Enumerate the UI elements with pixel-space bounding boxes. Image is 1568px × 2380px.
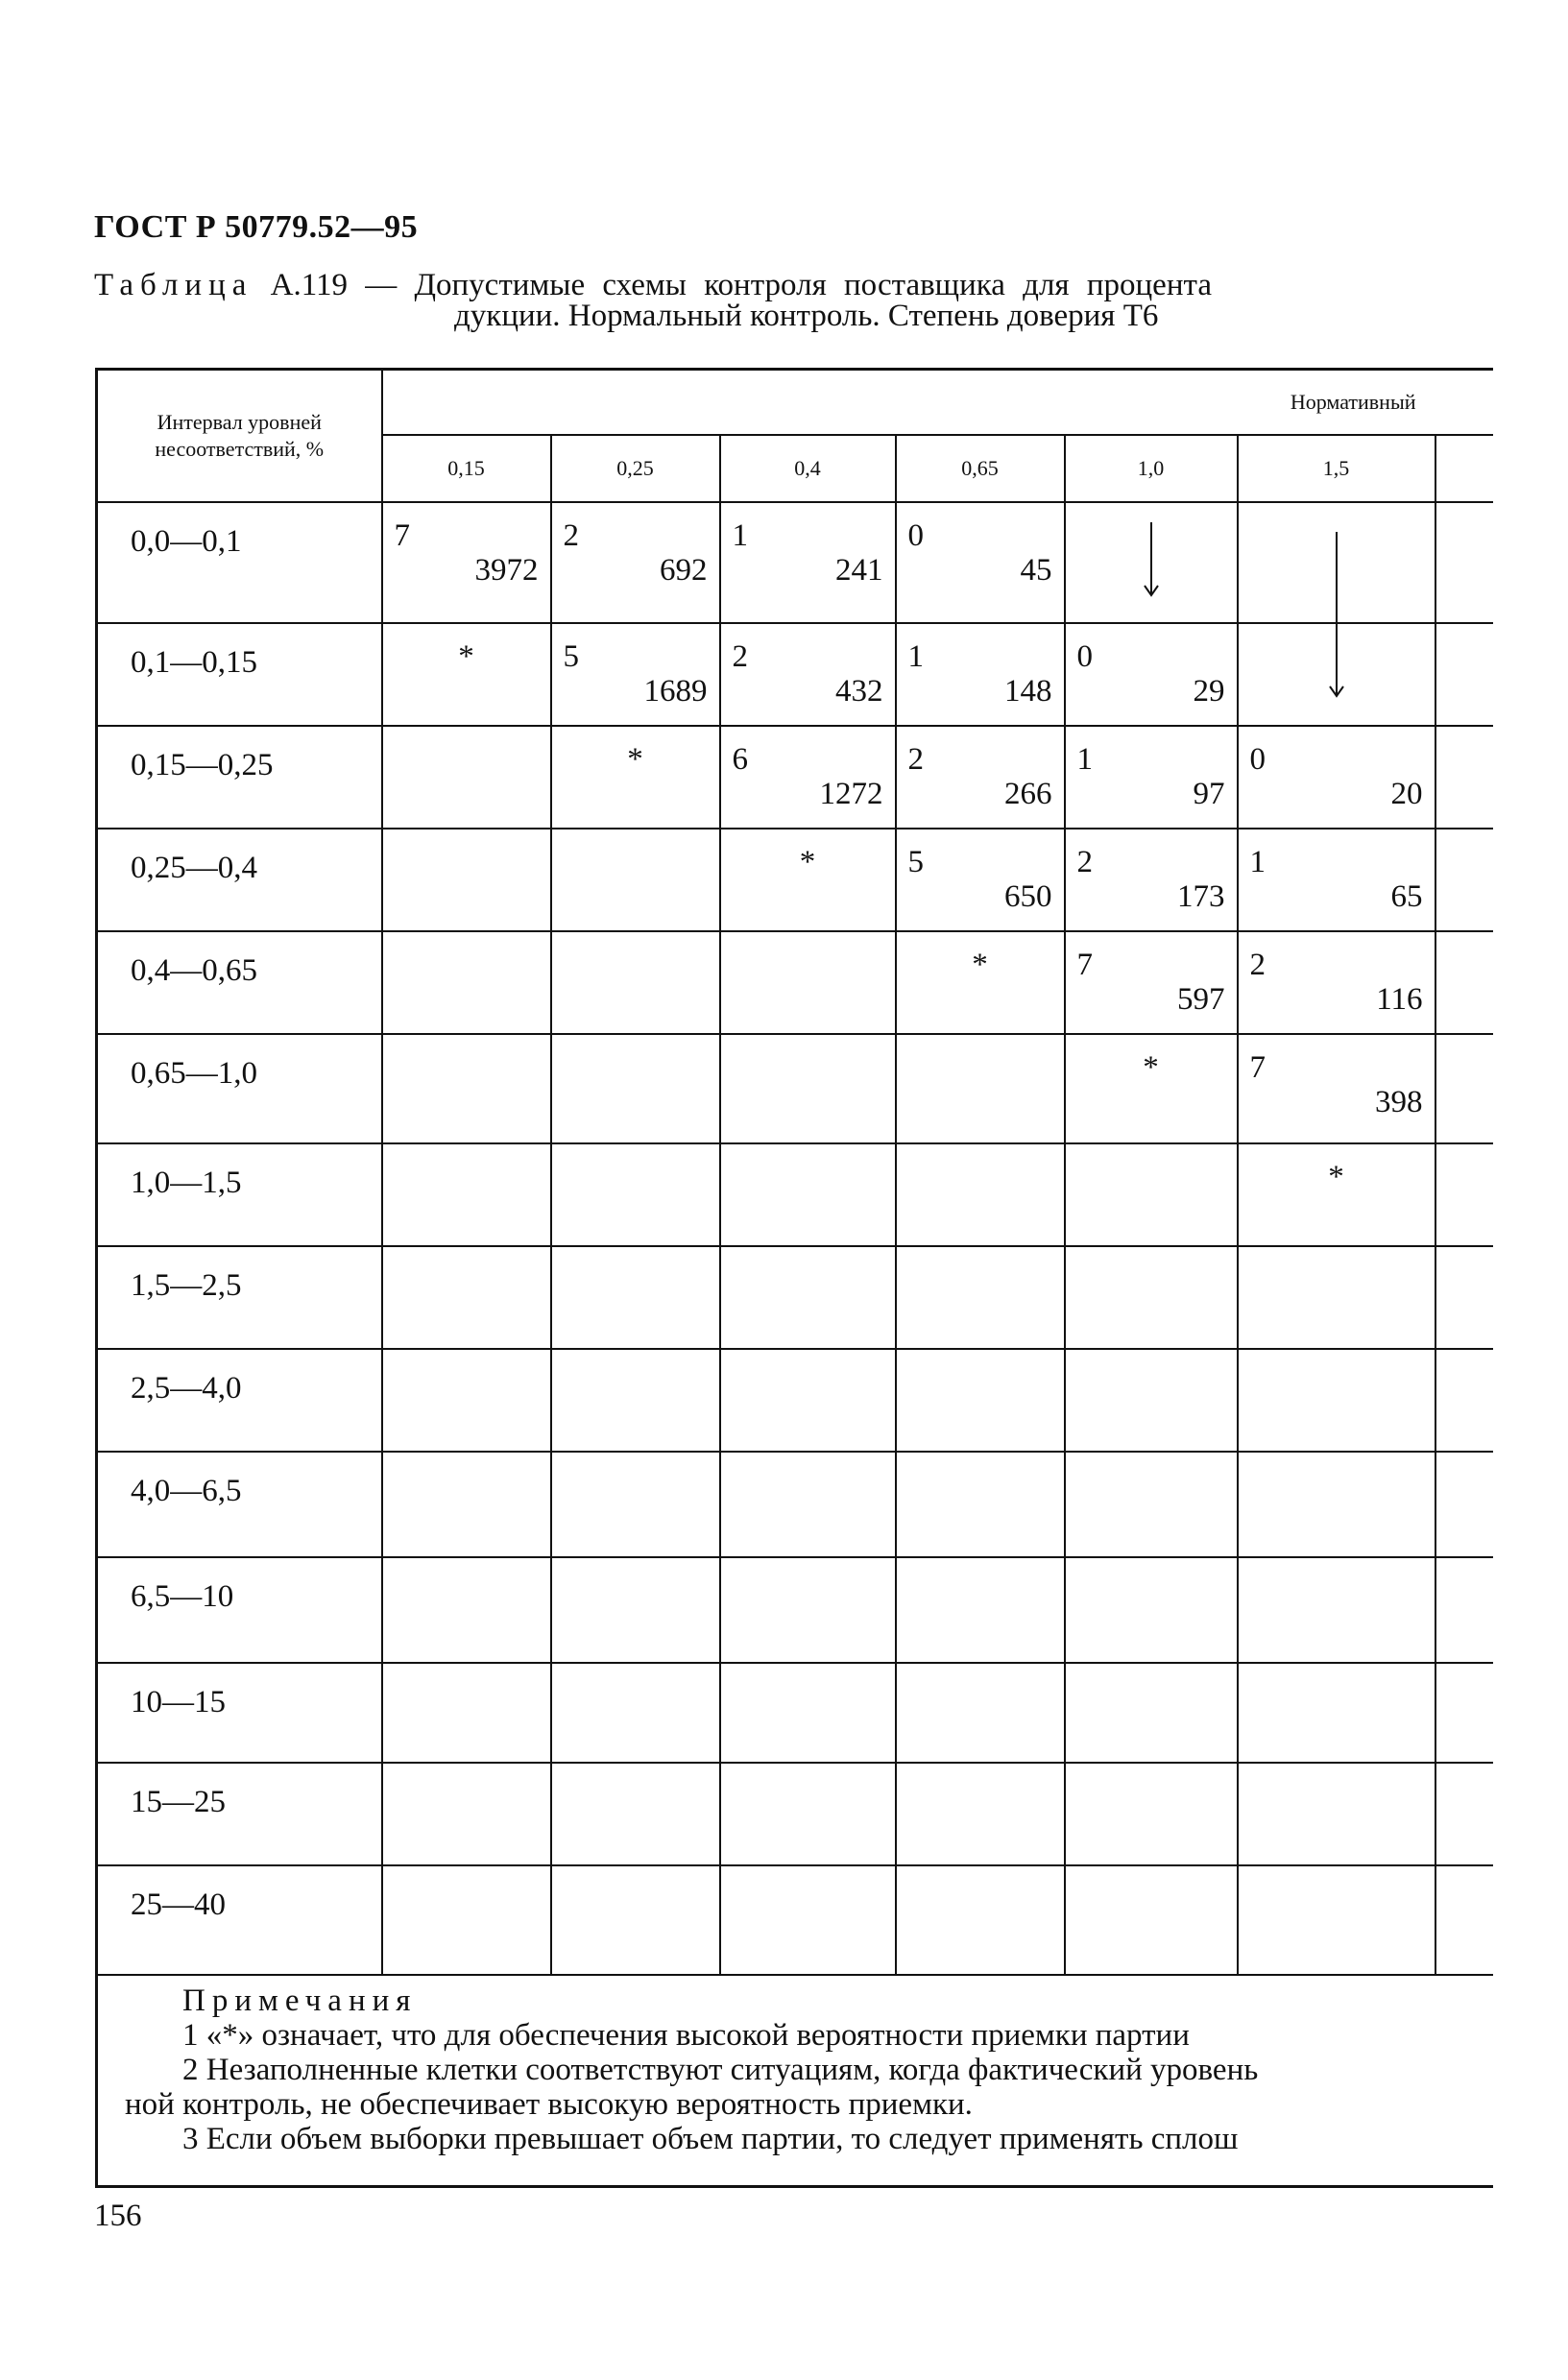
level-header: 0,15 [382, 435, 551, 502]
acceptance-number: 2 [1076, 844, 1093, 879]
star-cell [896, 931, 1065, 1034]
acceptance-number: 1 [732, 517, 748, 553]
empty-cell [1065, 1663, 1238, 1763]
sample-size: 432 [835, 673, 883, 709]
interval-cell [97, 1557, 382, 1663]
cut-cell [1435, 1246, 1493, 1349]
empty-cell [720, 1557, 896, 1663]
acceptance-number: 1 [1076, 741, 1093, 777]
empty-cell [551, 1663, 720, 1763]
level-header: 0,65 [896, 435, 1065, 502]
table-row [97, 1865, 1493, 1975]
interval-cell [97, 623, 382, 726]
table-caption [94, 267, 1400, 334]
empty-cell [382, 1557, 551, 1663]
empty-cell [382, 726, 551, 829]
cut-cell [1435, 1663, 1493, 1763]
acceptance-number: 6 [732, 741, 748, 777]
empty-cell [382, 1663, 551, 1763]
interval-label: 10—15 [131, 1684, 226, 1719]
empty-cell [896, 1349, 1065, 1452]
empty-cell [720, 1034, 896, 1143]
interval-label: 2,5—4,0 [131, 1370, 242, 1406]
empty-cell [896, 1865, 1065, 1975]
interval-cell [97, 1663, 382, 1763]
table-row [97, 1663, 1493, 1763]
acceptance-number: 2 [1249, 947, 1266, 982]
empty-cell [896, 1143, 1065, 1246]
interval-label: 6,5—10 [131, 1578, 234, 1614]
caption-line-2: дукции. Нормальный контроль. Степень доверия Т6 [454, 299, 1159, 333]
normative-group-header: Нормативный [382, 370, 1493, 435]
empty-cell [720, 1143, 896, 1246]
empty-cell [551, 1452, 720, 1557]
scheme-cell [1065, 931, 1238, 1034]
acceptance-number: 5 [563, 638, 579, 674]
interval-label: 25—40 [131, 1887, 226, 1922]
table-row [97, 726, 1493, 829]
empty-cell [1238, 1663, 1435, 1763]
inspection-scheme-table [95, 368, 1493, 2188]
note-2: 2 Незаполненные клетки соответствуют ситуациям, когда фактический уровень [182, 2052, 1259, 2087]
cut-cell [1435, 1865, 1493, 1975]
empty-cell [720, 1663, 896, 1763]
empty-cell [720, 1452, 896, 1557]
acceptance-number: 0 [1249, 741, 1266, 777]
interval-label: 0,65—1,0 [131, 1055, 257, 1091]
scheme-cell [1238, 726, 1435, 829]
acceptance-number: 2 [563, 517, 579, 553]
scheme-cell [896, 502, 1065, 623]
arrow-cell [1238, 623, 1435, 726]
cut-cell [1435, 1763, 1493, 1865]
empty-cell [382, 1452, 551, 1557]
interval-cell [97, 1763, 382, 1865]
cut-cell [1435, 726, 1493, 829]
empty-cell [551, 1557, 720, 1663]
sample-size: 148 [1004, 673, 1052, 709]
sample-size: 650 [1004, 878, 1052, 914]
cut-cell [1435, 829, 1493, 931]
sample-size: 173 [1177, 878, 1225, 914]
empty-cell [1238, 1246, 1435, 1349]
empty-cell [896, 1663, 1065, 1763]
acceptance-number: 7 [1076, 947, 1093, 982]
empty-cell [1065, 1557, 1238, 1663]
empty-cell [382, 829, 551, 931]
scheme-cell [551, 623, 720, 726]
empty-cell [1238, 1557, 1435, 1663]
notes-title: Примечания [182, 1983, 418, 2018]
table-row [97, 1763, 1493, 1865]
empty-cell [551, 1143, 720, 1246]
empty-cell [382, 1763, 551, 1865]
empty-cell [551, 1246, 720, 1349]
empty-cell [551, 1763, 720, 1865]
page-number: 156 [94, 2199, 142, 2233]
level-header: 0,4 [720, 435, 896, 502]
empty-cell [382, 931, 551, 1034]
table-row [97, 1557, 1493, 1663]
cut-cell [1435, 623, 1493, 726]
empty-cell [896, 1452, 1065, 1557]
star-mark: * [458, 638, 474, 674]
acceptance-number: 2 [907, 741, 924, 777]
level-header-cut [1435, 435, 1493, 502]
acceptance-number: 5 [907, 844, 924, 879]
caption-label: Таблица [94, 268, 253, 302]
table-row [97, 1246, 1493, 1349]
star-cell [720, 829, 896, 931]
empty-cell [382, 1349, 551, 1452]
empty-cell [896, 1034, 1065, 1143]
sample-size: 65 [1390, 878, 1423, 914]
notes-row [97, 1975, 1493, 2187]
empty-cell [382, 1246, 551, 1349]
interval-cell [97, 1865, 382, 1975]
empty-cell [720, 1349, 896, 1452]
note-3: 3 Если объем выборки превышает объем партии, то следует применять сплош [182, 2121, 1239, 2156]
arrow-cell [1065, 502, 1238, 623]
star-mark: * [1328, 1159, 1344, 1194]
notes-block [98, 1976, 1493, 2156]
level-header: 1,0 [1065, 435, 1238, 502]
cut-cell [1435, 1557, 1493, 1663]
acceptance-number: 0 [907, 517, 924, 553]
down-arrow-icon [1327, 503, 1346, 634]
empty-cell [1065, 1143, 1238, 1246]
empty-cell [1065, 1452, 1238, 1557]
empty-cell [1065, 1349, 1238, 1452]
cut-cell [1435, 502, 1493, 623]
cut-cell [1435, 1143, 1493, 1246]
empty-cell [720, 1246, 896, 1349]
scheme-cell [1065, 726, 1238, 829]
empty-cell [720, 1763, 896, 1865]
table-row [97, 1143, 1493, 1246]
scheme-cell [1065, 829, 1238, 931]
level-header: 0,25 [551, 435, 720, 502]
empty-cell [551, 1865, 720, 1975]
acceptance-number: 7 [394, 517, 410, 553]
cut-cell [1435, 1349, 1493, 1452]
interval-label: 0,1—0,15 [131, 644, 257, 680]
interval-label: 0,15—0,25 [131, 747, 274, 782]
empty-cell [382, 1143, 551, 1246]
empty-cell [551, 1349, 720, 1452]
interval-cell [97, 931, 382, 1034]
empty-cell [896, 1763, 1065, 1865]
caption-text: А.119 — Допустимые схемы контроля поставщика для процента [270, 268, 1212, 302]
acceptance-number: 1 [1249, 844, 1266, 879]
interval-label: 1,5—2,5 [131, 1267, 242, 1303]
empty-cell [720, 1865, 896, 1975]
interval-label: 1,0—1,5 [131, 1165, 242, 1200]
empty-cell [896, 1557, 1065, 1663]
sample-size: 241 [835, 552, 883, 588]
star-cell [551, 726, 720, 829]
empty-cell [1238, 1349, 1435, 1452]
acceptance-number: 7 [1249, 1049, 1266, 1085]
star-cell [1065, 1034, 1238, 1143]
empty-cell [720, 931, 896, 1034]
empty-cell [1065, 1763, 1238, 1865]
star-mark: * [799, 844, 816, 879]
interval-cell [97, 726, 382, 829]
interval-label: 0,25—0,4 [131, 850, 257, 885]
sample-size: 45 [1020, 552, 1052, 588]
table-row [97, 829, 1493, 931]
interval-cell [97, 829, 382, 931]
sample-size: 3972 [474, 552, 539, 588]
scheme-cell [896, 829, 1065, 931]
table-row [97, 1034, 1493, 1143]
table-row [97, 1349, 1493, 1452]
sample-size: 20 [1390, 776, 1423, 811]
table-row [97, 623, 1493, 726]
interval-label: 0,4—0,65 [131, 952, 257, 988]
scheme-cell [551, 502, 720, 623]
sample-size: 116 [1376, 981, 1423, 1017]
level-header: 1,5 [1238, 435, 1435, 502]
scheme-cell [720, 623, 896, 726]
interval-label: 0,0—0,1 [131, 523, 242, 559]
notes-cell [97, 1975, 1493, 2187]
sample-size: 1689 [643, 673, 708, 709]
interval-cell [97, 1143, 382, 1246]
star-mark: * [1143, 1049, 1159, 1085]
star-cell [1238, 1143, 1435, 1246]
arrow-cell [1238, 502, 1435, 623]
scheme-cell [896, 623, 1065, 726]
sample-size: 97 [1193, 776, 1225, 811]
sample-size: 266 [1004, 776, 1052, 811]
cut-cell [1435, 931, 1493, 1034]
empty-cell [1238, 1763, 1435, 1865]
scheme-cell [896, 726, 1065, 829]
empty-cell [551, 1034, 720, 1143]
interval-cell [97, 1246, 382, 1349]
down-arrow-icon [1327, 622, 1346, 734]
interval-column-header: Интервал уровней несоответствий, % [97, 370, 382, 502]
cut-cell [1435, 1452, 1493, 1557]
scheme-cell [382, 502, 551, 623]
down-arrow-icon [1142, 503, 1161, 634]
acceptance-number: 0 [1076, 638, 1093, 674]
sample-size: 398 [1375, 1084, 1423, 1119]
star-mark: * [627, 741, 643, 777]
interval-label: 15—25 [131, 1784, 226, 1819]
interval-cell [97, 1034, 382, 1143]
acceptance-number: 1 [907, 638, 924, 674]
sample-size: 692 [660, 552, 708, 588]
interval-cell [97, 1452, 382, 1557]
scheme-cell [1238, 829, 1435, 931]
empty-cell [1065, 1865, 1238, 1975]
empty-cell [382, 1865, 551, 1975]
empty-cell [896, 1246, 1065, 1349]
document-code: ГОСТ Р 50779.52—95 [94, 209, 419, 245]
star-mark: * [972, 947, 988, 982]
empty-cell [1238, 1452, 1435, 1557]
empty-cell [382, 1034, 551, 1143]
interval-cell [97, 1349, 382, 1452]
sample-size: 29 [1193, 673, 1225, 709]
scheme-cell [1238, 931, 1435, 1034]
scheme-cell [1065, 623, 1238, 726]
empty-cell [1238, 1865, 1435, 1975]
sample-size: 1272 [819, 776, 883, 811]
sample-size: 597 [1177, 981, 1225, 1017]
table-row [97, 931, 1493, 1034]
star-cell [382, 623, 551, 726]
cut-cell [1435, 1034, 1493, 1143]
scheme-cell [720, 726, 896, 829]
empty-cell [551, 931, 720, 1034]
table-row [97, 502, 1493, 623]
scheme-cell [720, 502, 896, 623]
empty-cell [551, 829, 720, 931]
empty-cell [1065, 1246, 1238, 1349]
note-2-continued: ной контроль, не обеспечивает высокую вероятность приемки. [125, 2086, 973, 2122]
scheme-cell [1238, 1034, 1435, 1143]
table-row [97, 1452, 1493, 1557]
acceptance-number: 2 [732, 638, 748, 674]
note-1: 1 «*» означает, что для обеспечения высокой вероятности приемки партии [182, 2017, 1190, 2053]
interval-label: 4,0—6,5 [131, 1473, 242, 1508]
interval-cell [97, 502, 382, 623]
